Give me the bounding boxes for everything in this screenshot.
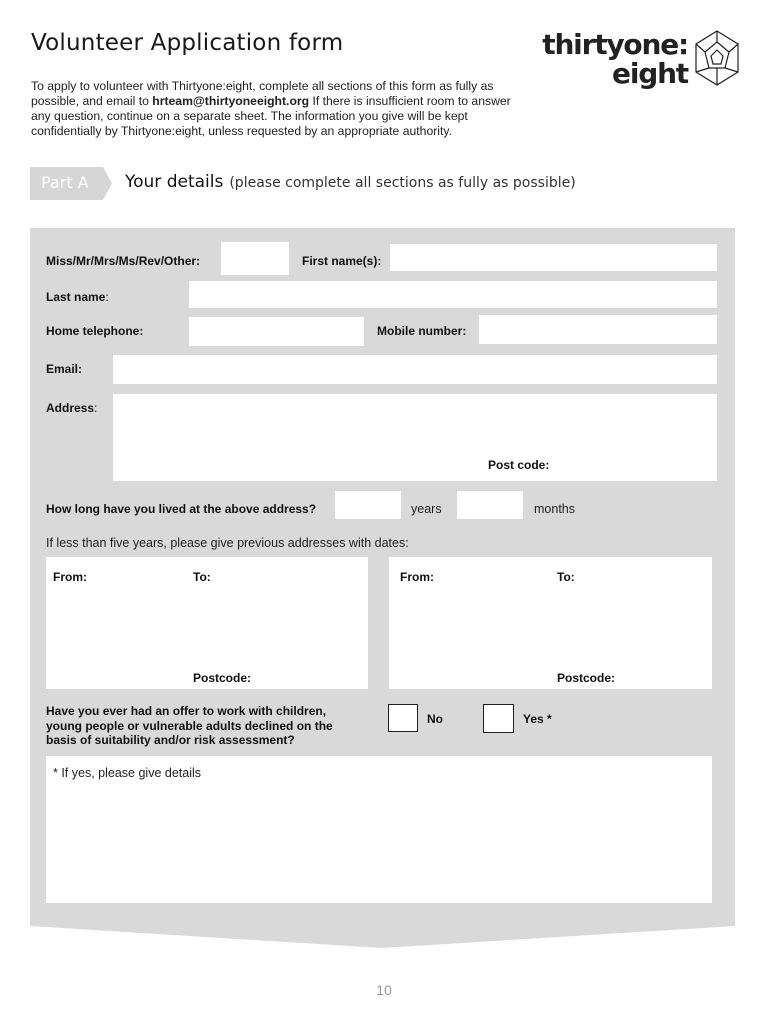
brand-logo-text <box>542 30 688 88</box>
first-name-input[interactable] <box>390 244 717 271</box>
page-title: Volunteer Application form <box>31 30 344 56</box>
no-label: No <box>427 712 443 726</box>
mobile-number-label: Mobile number: <box>377 324 467 338</box>
logo-line-1: thirtyone: <box>542 28 688 61</box>
part-label: Part A <box>41 173 89 192</box>
intro-paragraph <box>31 79 531 139</box>
how-long-label: How long have you lived at the above address? <box>46 502 317 516</box>
previous-address-1-from-label: From: <box>53 570 87 584</box>
title-input[interactable] <box>221 242 289 275</box>
section-subheading: (please complete all sections as fully as possible) <box>229 175 576 191</box>
home-telephone-label: Home telephone: <box>46 324 144 338</box>
declined-question: Have you ever had an offer to work with children, young people or vulnerable adults declined on the basis of suitability and/or risk assessment? <box>46 704 333 747</box>
address-label-wrap <box>46 401 97 415</box>
first-name-label: First name(s): <box>302 254 382 268</box>
home-telephone-input[interactable] <box>189 317 364 346</box>
logo-line-2: eight <box>612 57 688 90</box>
address-colon: : <box>94 401 98 415</box>
previous-address-2-from-label: From: <box>400 570 434 584</box>
intro-text-after: If there is insufficient room to answer any question, continue on a separate sheet. The information you give will be kept confidentially by Thirtyone:eight, unless requested by an appropriate authority. <box>31 94 511 138</box>
months-input[interactable] <box>457 491 523 519</box>
email-input[interactable] <box>113 355 717 384</box>
postcode-label: Post code: <box>488 458 550 472</box>
previous-address-2-postcode-label: Postcode: <box>557 671 616 685</box>
address-label: Address <box>46 401 95 415</box>
previous-address-2-box[interactable] <box>389 557 712 689</box>
years-input[interactable] <box>335 491 401 519</box>
mobile-number-input[interactable] <box>479 315 717 344</box>
no-checkbox[interactable] <box>388 704 418 732</box>
contact-email: hrteam@thirtyoneeight.org <box>152 94 310 108</box>
address-input[interactable] <box>113 394 717 481</box>
last-name-input[interactable] <box>189 281 717 308</box>
last-name-label: Last name <box>46 290 106 304</box>
previous-address-1-to-label: To: <box>193 570 211 584</box>
previous-address-1-postcode-label: Postcode: <box>193 671 252 685</box>
email-label: Email: <box>46 362 83 376</box>
brand-logo-icon <box>695 30 739 86</box>
section-heading-text: Your details <box>125 172 224 192</box>
months-label: months <box>534 502 575 516</box>
last-name-colon: : <box>105 290 109 304</box>
intro-text-before: To apply to volunteer with Thirtyone:eight, complete all sections of this form as fully as possible, and email to <box>31 79 494 108</box>
details-label: * If yes, please give details <box>53 766 201 780</box>
previous-addresses-instruction: If less than five years, please give previous addresses with dates: <box>46 536 409 550</box>
title-label: Miss/Mr/Mrs/Ms/Rev/Other: <box>46 254 201 268</box>
page-number: 10 <box>376 982 392 998</box>
yes-checkbox[interactable] <box>483 704 514 733</box>
previous-address-2-to-label: To: <box>557 570 575 584</box>
last-name-label-wrap <box>46 290 109 304</box>
yes-label: Yes * <box>523 712 552 726</box>
years-label: years <box>411 502 442 516</box>
section-heading <box>125 172 576 192</box>
